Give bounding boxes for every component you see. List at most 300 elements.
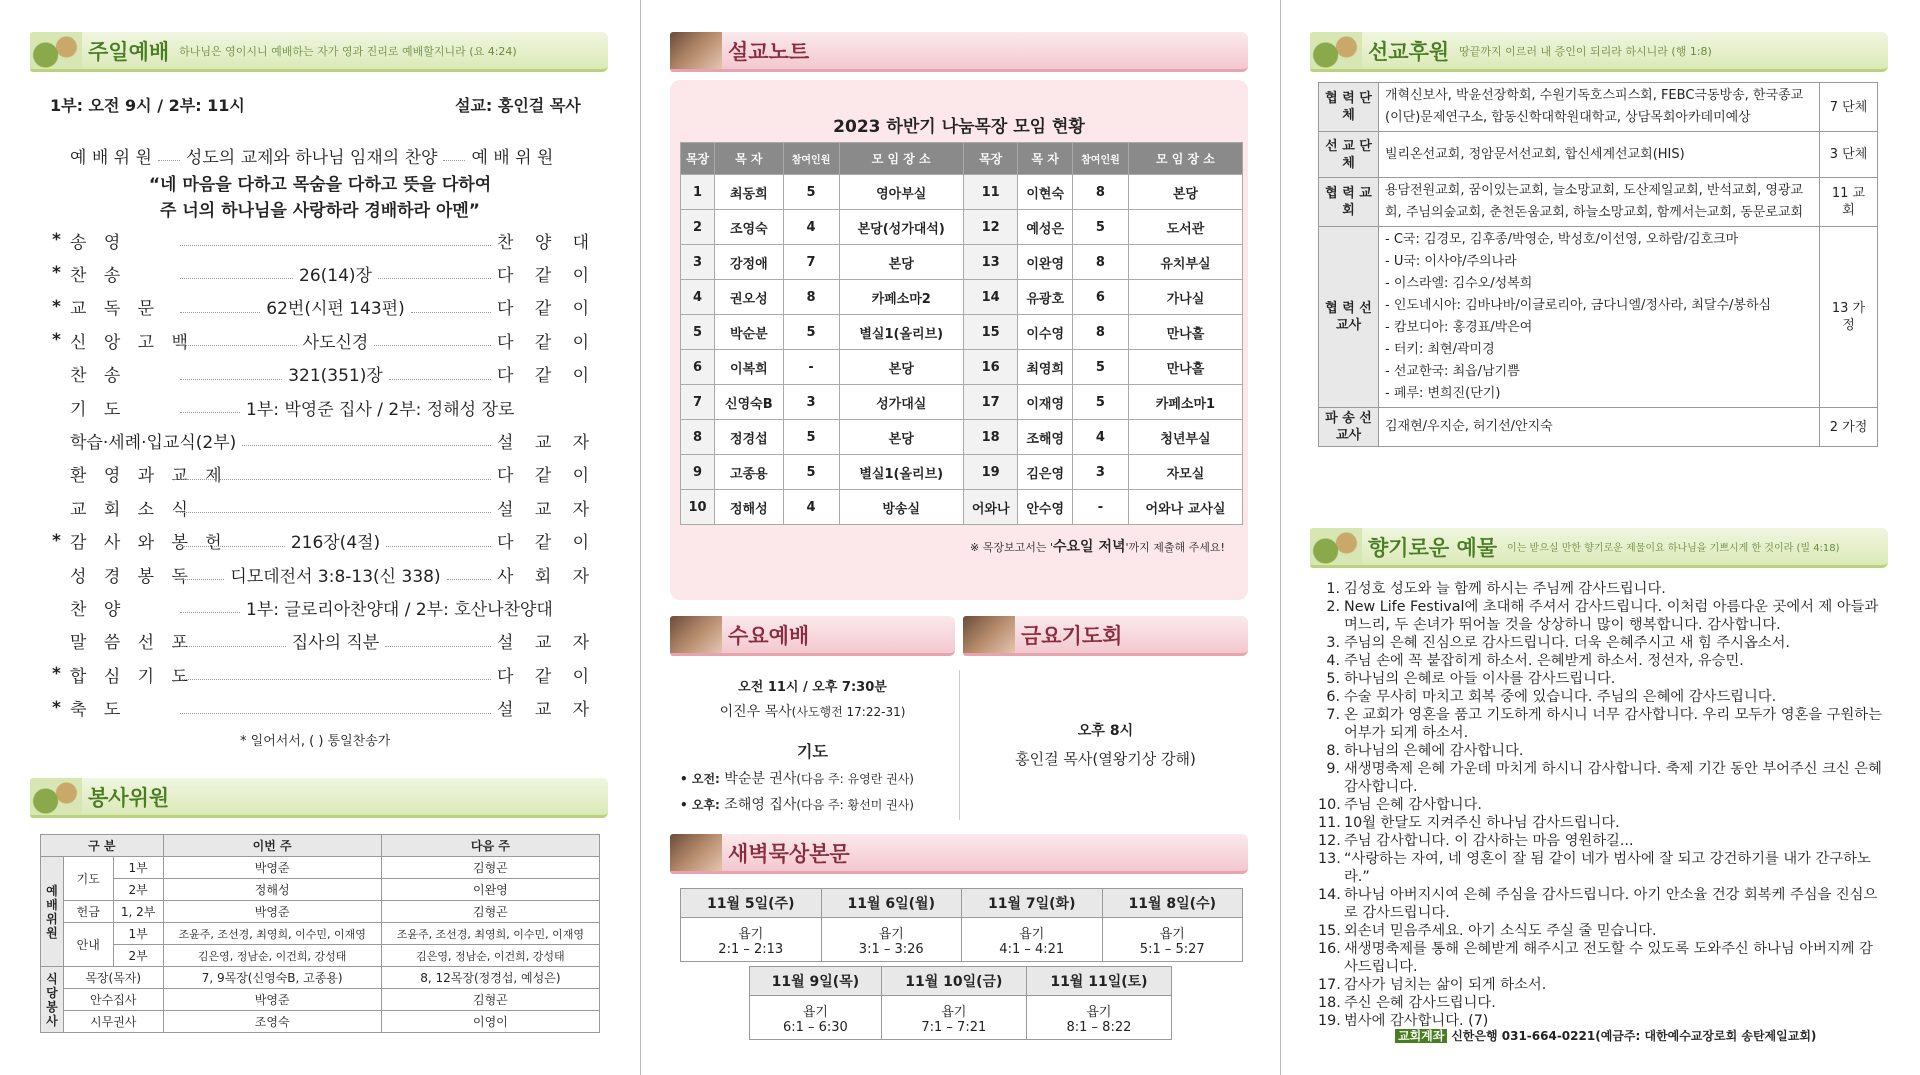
wednesday-preacher-line xyxy=(670,701,955,721)
item-number: 4. xyxy=(1326,653,1340,669)
standing-mark: * xyxy=(52,530,61,551)
table-cell: 이복희 xyxy=(715,350,784,385)
table-cell: 개혁신보사, 박윤선장학회, 수원기독호스피스회, FEBC극동방송, 한국종교(이단)문제연구소, 합동신학대학원대학교, 상담목회아카데미예상 xyxy=(1379,83,1820,132)
list-item xyxy=(1318,598,1883,634)
table-cell: 7 xyxy=(783,245,839,280)
table-row xyxy=(41,857,600,879)
table-cell: 박영준 xyxy=(163,989,381,1011)
list-item xyxy=(1318,832,1883,850)
list-item: - 선교한국: 최읍/남기쁨 xyxy=(1385,364,1520,379)
item-detail: 디모데전서 3:8-13(신 338) xyxy=(230,566,441,587)
table-cell: 시무권사 xyxy=(63,1011,163,1033)
list-item: - 페루: 변희진(단기) xyxy=(1385,386,1501,401)
table-cell: 기도 xyxy=(63,857,113,901)
table-row xyxy=(1319,227,1878,408)
list-item: - U국: 이사야/주의나라 xyxy=(1385,254,1517,269)
list-item xyxy=(1318,652,1883,670)
list-item xyxy=(1318,742,1883,760)
table-cell: 5 xyxy=(681,315,715,350)
service-title: 봉사위원 xyxy=(88,785,170,810)
item-detail: 216장(4절) xyxy=(290,533,381,554)
item-detail: 321(351)장 xyxy=(288,366,383,387)
item-text: New Life Festival에 초대해 주셔서 감사드립니다. 이처럼 아름다운 곳에서 제 아들과 며느리, 두 손녀가 뛰어놀 것을 상상하니 많이 행복합니다. 감사합니다. xyxy=(1344,599,1879,633)
dawn-book: 욥기 xyxy=(941,1004,967,1020)
item-role: 다 같 이 xyxy=(497,533,598,554)
table-cell: 유광호 xyxy=(1018,280,1073,315)
dawn-header xyxy=(670,834,1248,874)
item-role: 다 같 이 xyxy=(497,466,598,487)
worship-order-item xyxy=(52,260,598,286)
item-text: 수술 무사히 마치고 회복 중에 있습니다. 주님의 은혜에 감사드립니다. xyxy=(1344,689,1777,705)
table-cell: 본당 xyxy=(839,245,963,280)
item-text: 10월 한달도 지켜주신 하나님 감사드립니다. xyxy=(1344,815,1620,831)
wednesday-prayer-pm xyxy=(670,794,955,814)
wednesday-preacher: 이진우 목사 xyxy=(719,704,792,720)
mission-title: 선교후원 xyxy=(1368,39,1450,64)
wednesday-body xyxy=(670,676,955,814)
table-cell: 유치부실 xyxy=(1128,245,1242,280)
worship-order-item xyxy=(52,528,598,554)
table-row xyxy=(681,350,1243,385)
table-cell: 1, 2부 xyxy=(113,901,163,923)
item-number: 17. xyxy=(1318,977,1341,993)
table-row xyxy=(1319,408,1878,447)
account-line xyxy=(1395,1027,1816,1044)
worship-order-item xyxy=(52,594,592,620)
worship-verse: 하나님은 영이시니 예배하는 자가 영과 진리로 예배할지니라 (요 4:24) xyxy=(179,44,517,58)
table-cell: 카페소마1 xyxy=(1128,385,1242,420)
item-text: 주님 은혜 감사합니다. xyxy=(1344,797,1482,813)
list-item xyxy=(1318,886,1883,922)
table-row xyxy=(1319,132,1878,178)
item-name: 교 독 문 xyxy=(70,299,161,320)
dawn-date: 11월 6일(월) xyxy=(821,889,962,918)
list-item xyxy=(1318,670,1883,688)
item-name: 축 도 xyxy=(70,700,127,721)
service-group-worship: 예배위원 xyxy=(41,857,64,967)
hand-icon xyxy=(30,778,82,817)
item-role: 설 교 자 xyxy=(497,633,598,654)
worship-order-item xyxy=(52,494,598,520)
table-cell: 5 xyxy=(783,420,839,455)
item-text: 주님의 은혜 진심으로 감사드립니다. 더욱 은혜주시고 새 힘 주시옵소서. xyxy=(1344,635,1790,651)
table-cell: 2부 xyxy=(113,879,163,901)
table-cell: 이완영 xyxy=(1018,245,1073,280)
sermon-note-header xyxy=(670,32,1248,72)
wednesday-time: 오전 11시 / 오후 7:30분 xyxy=(738,680,887,695)
table-row xyxy=(41,879,600,901)
table-row xyxy=(681,490,1243,525)
item-text: 범사에 감사합니다. (7) xyxy=(1344,1013,1489,1029)
table-cell: 13 xyxy=(963,245,1018,280)
table-cell: 15 xyxy=(963,315,1018,350)
pm-name: 조해영 집사 xyxy=(724,797,797,813)
item-name: 환 영 과 교 제 xyxy=(70,466,228,487)
table-cell: 용담전원교회, 꿈이있는교회, 늘소망교회, 도산제일교회, 반석교회, 영광교회, 주님의숲교회, 춘천돈움교회, 하늘소망교회, 함께서는교회, 동문로교회 xyxy=(1379,178,1820,227)
table-cell: 13 가정 xyxy=(1820,227,1878,408)
dawn-range: 5:1 – 5:27 xyxy=(1139,941,1205,957)
table-cell: 5 xyxy=(1073,210,1129,245)
item-number: 2. xyxy=(1326,599,1340,615)
dawn-passage xyxy=(750,996,882,1040)
dawn-date: 11월 9일(목) xyxy=(750,967,882,996)
service-header xyxy=(30,778,608,818)
table-cell: 8 xyxy=(1073,175,1129,210)
group-table-title: 2023 하반기 나눔목장 모임 현황 xyxy=(833,117,1085,137)
service-header-next: 다음 주 xyxy=(381,835,599,857)
item-number: 7. xyxy=(1326,707,1340,723)
friday-title: 금요기도회 xyxy=(1021,623,1123,648)
table-cell: 11 xyxy=(963,175,1018,210)
worship-order-item xyxy=(52,695,598,721)
group-table-header: 목 자 xyxy=(715,143,784,175)
dawn-range: 4:1 – 4:21 xyxy=(999,941,1065,957)
item-detail: 사도신경 xyxy=(302,332,369,353)
sprout-icon xyxy=(1310,528,1362,567)
item-name: 성 경 봉 독 xyxy=(70,566,194,587)
dawn-book: 욥기 xyxy=(1159,926,1185,942)
item-name: 찬 송 xyxy=(70,366,127,387)
worship-order-item xyxy=(52,361,598,387)
table-cell: 19 xyxy=(963,455,1018,490)
am-name: 박순분 권사 xyxy=(724,771,797,787)
table-cell: 7, 9목장(신영숙B, 고종용) xyxy=(163,967,381,989)
dawn-range: 7:1 – 7:21 xyxy=(921,1019,987,1035)
list-item xyxy=(1318,796,1883,814)
table-cell: 김은영, 정남순, 이건희, 강성태 xyxy=(163,945,381,967)
wednesday-prayer-title: 기도 xyxy=(797,742,828,761)
table-cell: 8 xyxy=(1073,245,1129,280)
item-text: 새생명축제를 통해 은혜받게 해주시고 전도할 수 있도록 도와주신 하나님 아버지께 감사드립니다. xyxy=(1344,941,1873,975)
table-cell: 권오성 xyxy=(715,280,784,315)
table-cell: 이영이 xyxy=(381,1011,599,1033)
table-row xyxy=(681,210,1243,245)
table-cell: 5 xyxy=(783,315,839,350)
item-detail: 집사의 직분 xyxy=(291,633,380,654)
item-number: 12. xyxy=(1318,833,1341,849)
table-cell: 김형곤 xyxy=(381,901,599,923)
table-cell: 청년부실 xyxy=(1128,420,1242,455)
worship-order-item xyxy=(52,561,598,587)
item-text: 김성호 성도와 늘 함께 하시는 주님께 감사드립니다. xyxy=(1344,581,1666,597)
table-cell: 이수영 xyxy=(1018,315,1073,350)
table-cell: 신영숙B xyxy=(715,385,784,420)
table-cell: 도서관 xyxy=(1128,210,1242,245)
group-footnote xyxy=(970,536,1225,556)
cross-icon xyxy=(963,616,1015,655)
group-table xyxy=(680,142,1243,525)
item-role: 다 같 이 xyxy=(497,299,598,320)
group-table-header: 목장 xyxy=(963,143,1018,175)
hand-icon xyxy=(670,834,722,873)
table-cell: 7 단체 xyxy=(1820,83,1878,132)
item-name: 말 씀 선 포 xyxy=(70,633,194,654)
table-cell: 목장(목자) xyxy=(63,967,163,989)
table-cell: 18 xyxy=(963,420,1018,455)
item-number: 15. xyxy=(1318,923,1341,939)
item-text: “사랑하는 자여, 네 영혼이 잘 됨 같이 네가 범사에 잘 되고 강건하기를 내가 간구하노라.” xyxy=(1344,851,1871,885)
table-cell: 6 xyxy=(1073,280,1129,315)
table-row xyxy=(41,967,600,989)
worship-order-item xyxy=(52,427,598,453)
worship-order-item xyxy=(52,461,598,487)
item-text: 온 교회가 영혼을 품고 기도하게 하시니 너무 감사합니다. 우리 모두가 영혼을 구원하는 어부가 되게 하소서. xyxy=(1344,707,1882,741)
table-row xyxy=(41,923,600,945)
am-next: (다음 주: 유영란 권사) xyxy=(796,772,914,786)
wednesday-title: 수요예배 xyxy=(728,623,810,648)
table-cell: 박영준 xyxy=(163,857,381,879)
table-cell: 7 xyxy=(681,385,715,420)
dawn-date: 11월 5일(주) xyxy=(681,889,822,918)
dawn-date: 11월 11일(토) xyxy=(1026,967,1171,996)
list-item: - 이스라엘: 김수오/성복희 xyxy=(1385,276,1533,291)
list-item xyxy=(1318,814,1883,832)
standing-mark: * xyxy=(52,263,61,284)
offering-verse: 이는 받으실 만한 향기로운 제물이요 하나님을 기쁘시게 한 것이라 (빌 4:18) xyxy=(1507,543,1840,554)
list-item xyxy=(1318,580,1883,598)
item-number: 1. xyxy=(1326,581,1340,597)
table-row xyxy=(1319,178,1878,227)
item-detail: 1부: 박영준 집사 / 2부: 정해성 장로 xyxy=(246,399,515,420)
table-cell: 최동희 xyxy=(715,175,784,210)
service-group-meal: 식당봉사 xyxy=(41,967,64,1033)
friday-header xyxy=(963,616,1248,656)
table-row xyxy=(41,1011,600,1033)
table-cell: 정해성 xyxy=(163,879,381,901)
table-cell: 별실1(올리브) xyxy=(839,455,963,490)
table-cell: 선 교 단 체 xyxy=(1319,132,1379,178)
table-cell: 1부 xyxy=(113,923,163,945)
item-role: 설 교 자 xyxy=(497,700,598,721)
dawn-passage xyxy=(1102,918,1243,962)
table-cell: 협 력 교 회 xyxy=(1319,178,1379,227)
service-table xyxy=(40,834,600,1033)
item-text: 외손녀 믿음주세요. 아기 소식도 주실 줄 믿습니다. xyxy=(1344,923,1657,939)
table-cell: 정경섭 xyxy=(715,420,784,455)
list-item: - 터키: 최현/곽미경 xyxy=(1385,342,1495,357)
group-table-header: 모 임 장 소 xyxy=(1128,143,1242,175)
worship-footnote: * 일어서서, ( ) 통일찬송가 xyxy=(240,734,391,749)
footnote-emphasis: 수요일 저녁 xyxy=(1053,539,1126,555)
item-name: 송 영 xyxy=(70,232,127,253)
table-cell: 4 xyxy=(783,490,839,525)
dawn-date: 11월 10일(금) xyxy=(881,967,1026,996)
account-text: 신한은행 031-664-0221(예금주: 대한예수교장로회 송탄제일교회) xyxy=(1451,1029,1817,1043)
table-row xyxy=(41,945,600,967)
item-number: 13. xyxy=(1318,851,1341,867)
item-number: 9. xyxy=(1326,761,1340,777)
list-item xyxy=(1318,634,1883,652)
table-cell: 조해영 xyxy=(1018,420,1073,455)
table-cell: 11 교회 xyxy=(1820,178,1878,227)
table-cell: 5 xyxy=(783,175,839,210)
table-cell: 헌금 xyxy=(63,901,113,923)
item-number: 8. xyxy=(1326,743,1340,759)
table-row xyxy=(681,175,1243,210)
dawn-range: 2:1 – 2:13 xyxy=(718,941,784,957)
item-role: 찬 양 대 xyxy=(497,232,598,253)
dawn-passage xyxy=(821,918,962,962)
list-item xyxy=(1318,760,1883,796)
opening-mid: 성도의 교제와 하나님 임재의 찬양 xyxy=(185,147,438,168)
table-cell: 이완영 xyxy=(381,879,599,901)
worship-order-item xyxy=(52,628,598,654)
offering-title: 향기로운 예물 xyxy=(1368,535,1498,560)
item-name: 기 도 xyxy=(70,399,127,420)
table-cell: 김은영 xyxy=(1018,455,1073,490)
opening-right: 예 배 위 원 xyxy=(471,147,554,168)
wednesday-prayer-am xyxy=(670,768,955,788)
dawn-book: 욥기 xyxy=(802,1004,828,1020)
table-cell: 만나홀 xyxy=(1128,350,1242,385)
list-item xyxy=(1318,976,1883,994)
table-cell: 본당 xyxy=(839,420,963,455)
item-text: 주님 손에 꼭 붙잡히게 하소서. 은혜받게 하소서. 정선자, 유승민. xyxy=(1344,653,1744,669)
table-row xyxy=(1319,83,1878,132)
item-text: 감사가 넘치는 삶이 되게 하소서. xyxy=(1344,977,1547,993)
dawn-passage xyxy=(1026,996,1171,1040)
wednesday-passage: (사도행전 17:22-31) xyxy=(791,705,906,719)
table-cell: 5 xyxy=(783,455,839,490)
offering-list xyxy=(1318,580,1883,1030)
item-name: 신 앙 고 백 xyxy=(70,332,194,353)
table-cell: 김은영, 정남순, 이건희, 강성태 xyxy=(381,945,599,967)
table-cell: 만나홀 xyxy=(1128,315,1242,350)
table-cell: 8 xyxy=(681,420,715,455)
table-cell: 강정애 xyxy=(715,245,784,280)
column-divider-1 xyxy=(640,0,641,1075)
flower-icon xyxy=(1310,32,1362,71)
worship-opening xyxy=(70,142,590,168)
dawn-date: 11월 7일(화) xyxy=(962,889,1103,918)
sermon-note-title: 설교노트 xyxy=(728,39,810,64)
dawn-date: 11월 8일(수) xyxy=(1102,889,1243,918)
bible-icon xyxy=(670,32,722,71)
leaf-icon xyxy=(30,32,82,71)
item-text: 새생명축제 은혜 가운데 마치게 하시니 감사합니다. 축제 기간 동안 부어주신 크신 은혜 감사합니다. xyxy=(1344,761,1882,795)
item-number: 14. xyxy=(1318,887,1341,903)
table-cell: 어와나 교사실 xyxy=(1128,490,1242,525)
dawn-title: 새벽묵상본문 xyxy=(728,841,850,866)
item-number: 5. xyxy=(1326,671,1340,687)
list-item: - 캄보디아: 홍경표/박은여 xyxy=(1385,320,1533,335)
table-cell: 4 xyxy=(681,280,715,315)
table-cell: 1부 xyxy=(113,857,163,879)
group-table-header: 참여인원 xyxy=(1073,143,1129,175)
table-row xyxy=(681,455,1243,490)
table-row xyxy=(681,420,1243,455)
account-tag: 교회계좌 xyxy=(1395,1029,1447,1043)
item-role: 다 같 이 xyxy=(497,332,598,353)
dawn-table-2 xyxy=(749,966,1172,1040)
table-cell: 3 xyxy=(1073,455,1129,490)
table-cell: 조영숙 xyxy=(715,210,784,245)
table-cell: 본당 xyxy=(1128,175,1242,210)
table-cell: 10 xyxy=(681,490,715,525)
table-cell: 8, 12목장(정경섭, 예성은) xyxy=(381,967,599,989)
list-item xyxy=(1318,706,1883,742)
worship-order-item xyxy=(52,661,598,687)
mission-header xyxy=(1310,32,1888,72)
item-number: 19. xyxy=(1318,1013,1341,1029)
table-cell: - xyxy=(1073,490,1129,525)
opening-left: 예 배 위 원 xyxy=(70,147,152,168)
table-cell: - xyxy=(783,350,839,385)
table-cell: 9 xyxy=(681,455,715,490)
item-role: 설 교 자 xyxy=(497,499,598,520)
worship-motto-2: 주 너의 하나님을 사랑하라 경배하라 아멘” xyxy=(160,201,480,221)
worship-header xyxy=(30,32,608,72)
worship-time: 1부: 오전 9시 / 2부: 11시 xyxy=(50,96,245,115)
table-cell: 8 xyxy=(1073,315,1129,350)
worship-order-item xyxy=(52,327,598,353)
pm-label: • 오후: xyxy=(680,798,720,812)
standing-mark: * xyxy=(52,697,61,718)
item-name: 감 사 와 봉 헌 xyxy=(70,533,228,554)
table-cell: 4 xyxy=(1073,420,1129,455)
footnote-text: '까지 제출해 주세요! xyxy=(1125,541,1225,554)
item-name: 학습·세례·입교식(2부) xyxy=(70,432,237,453)
dawn-range: 3:1 – 3:26 xyxy=(858,941,924,957)
worship-order-item xyxy=(52,294,598,320)
dawn-book: 욥기 xyxy=(1019,926,1045,942)
table-cell: 5 xyxy=(1073,385,1129,420)
table-cell: 이현숙 xyxy=(1018,175,1073,210)
item-role: 사 회 자 xyxy=(497,566,598,587)
worship-order-item xyxy=(52,394,592,420)
table-cell: 2부 xyxy=(113,945,163,967)
table-row xyxy=(681,315,1243,350)
item-name: 합 심 기 도 xyxy=(70,666,194,687)
table-cell: 김형곤 xyxy=(381,989,599,1011)
pm-next: (다음 주: 황선미 권사) xyxy=(796,798,914,812)
item-role: 다 같 이 xyxy=(497,666,598,687)
list-item: - C국: 김경모, 김후종/박영순, 박성호/이선영, 오하람/김호크마 xyxy=(1385,232,1739,247)
table-cell: 자모실 xyxy=(1128,455,1242,490)
table-cell: 14 xyxy=(963,280,1018,315)
worship-motto-1: “네 마음을 다하고 목숨을 다하고 뜻을 다하여 xyxy=(148,175,492,195)
item-text: 하나님의 은혜에 감사합니다. xyxy=(1344,743,1524,759)
table-row xyxy=(41,901,600,923)
group-table-header: 참여인원 xyxy=(783,143,839,175)
item-text: 주님 감사합니다. 이 감사하는 마음 영원하길... xyxy=(1344,833,1634,849)
table-cell: 최영희 xyxy=(1018,350,1073,385)
table-cell: 3 단체 xyxy=(1820,132,1878,178)
table-cell: 12 xyxy=(963,210,1018,245)
table-cell: 안수집사 xyxy=(63,989,163,1011)
table-cell: 고종용 xyxy=(715,455,784,490)
item-detail: 62번(시편 143편) xyxy=(266,299,405,320)
dawn-passage xyxy=(962,918,1103,962)
table-cell: 영아부실 xyxy=(839,175,963,210)
table-cell: 본당 xyxy=(839,350,963,385)
table-cell: 3 xyxy=(681,245,715,280)
standing-mark: * xyxy=(52,296,61,317)
table-cell: 조영숙 xyxy=(163,1011,381,1033)
am-label: • 오전: xyxy=(680,772,720,786)
table-cell: 조윤주, 조선경, 최영희, 이수민, 이재영 xyxy=(381,923,599,945)
group-table-header: 모 임 장 소 xyxy=(839,143,963,175)
table-cell: 3 xyxy=(783,385,839,420)
table-cell: 별실1(올리브) xyxy=(839,315,963,350)
table-cell: 예성은 xyxy=(1018,210,1073,245)
table-cell: 가나실 xyxy=(1128,280,1242,315)
worship-divider xyxy=(959,670,960,820)
item-number: 3. xyxy=(1326,635,1340,651)
table-cell: 박순분 xyxy=(715,315,784,350)
item-number: 18. xyxy=(1318,995,1341,1011)
table-cell: 빌리온선교회, 정암문서선교회, 합신세계선교회(HIS) xyxy=(1379,132,1820,178)
